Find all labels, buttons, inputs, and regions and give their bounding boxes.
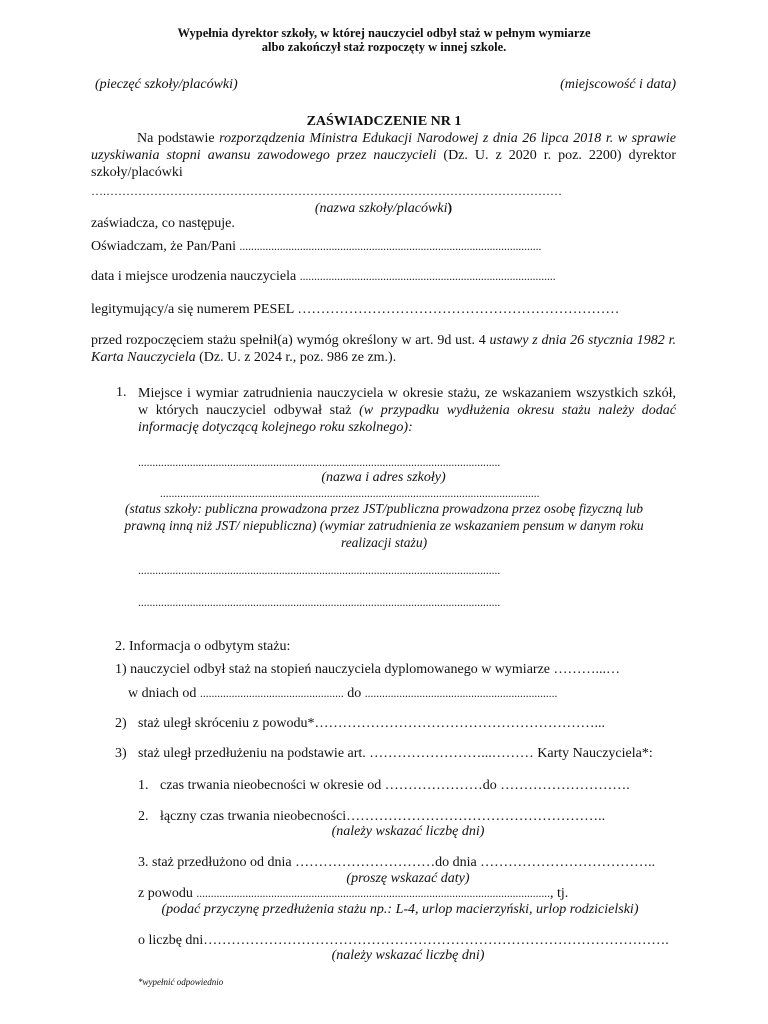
declare-label: Oświadczam, że Pan/Pani <box>91 239 240 254</box>
school-name-label <box>91 201 676 217</box>
school-address-label: (nazwa i adres szkoły) <box>321 470 446 485</box>
item1-main: Miejsce i wymiar zatrudnienia nauczyciela w okresie stażu, ze wskazaniem wszystkich szkół, w których nauczyciel odbywał staż <box>138 386 676 418</box>
header-line-1: Wypełnia dyrektor szkoły, w której nauczyciel odbył staż w pełnym wymiarze <box>177 26 591 40</box>
school-name-label-close: ) <box>447 201 453 216</box>
school-name-label-text: (nazwa szkoły/placówki <box>314 201 448 216</box>
school-address-dots: .............................................................................................................................. <box>138 457 501 469</box>
footnote: *wypełnić odpowiednio <box>138 977 224 987</box>
declare-dots: ......................................................................................................... <box>239 241 542 253</box>
s2-days-line <box>128 686 557 702</box>
item1-text <box>138 385 676 436</box>
declare-line <box>91 239 541 255</box>
reason-dots: ........................................................................................................................... <box>196 888 550 900</box>
extra-dots-2: .............................................................................................................................. <box>138 597 501 609</box>
s2-item2-number: 2) <box>115 716 127 731</box>
extra-dots-1: .............................................................................................................................. <box>138 565 501 577</box>
requirement-act: ustawy z dnia 26 stycznia 1982 r. Karta Nauczyciela <box>91 333 676 365</box>
s2-days-mid: do <box>343 686 365 701</box>
birth-line <box>91 269 556 285</box>
intro-regulation: rozporządzenia Ministra Edukacji Narodowej z dnia 26 lipca 2018 r. w sprawie uzyskiwania stopni awansu zawodowego przez nauczycieli <box>91 131 676 163</box>
sub2-text: łączny czas trwania nieobecności……………………………………………….. <box>160 809 606 824</box>
requirement-prefix: przed rozpoczęciem stażu spełnił(a) wymóg określony w art. 9d ust. 4 <box>91 333 490 348</box>
by-days-line: o liczbę dni………………………………………………………………………………………. <box>138 933 669 948</box>
status-dots: .................................................................................................................................... <box>160 488 540 500</box>
section2-title: 2. Informacja o odbytym stażu: <box>115 639 291 654</box>
pesel-dots: …………………………………………………………… <box>297 302 620 317</box>
sub2-number: 2. <box>138 809 149 824</box>
sub1-text: czas trwania nieobecności w okresie od …………………do ………………………. <box>160 778 630 793</box>
requirement-suffix: (Dz. U. z 2024 r., poz. 986 ze zm.). <box>195 350 397 365</box>
intro-prefix: Na podstawie <box>137 131 220 146</box>
s2-item1: 1) nauczyciel odbył staż na stopień nauczyciela dyplomowanego w wymiarze ………...… <box>115 662 621 677</box>
sub1-number: 1. <box>138 778 149 793</box>
pesel-line <box>91 302 619 318</box>
days-label-1: (należy wskazać liczbę dni) <box>331 824 485 839</box>
reason-label: (podać przyczynę przedłużenia stażu np.: L-4, urlop macierzyński, urlop rodzicielski) <box>161 902 639 917</box>
status-label: (status szkoły: publiczna prowadzona przez JST/publiczna prowadzona przez osobę fizyczną lub prawną inną niż JST/ niepubliczna) (wymiar zatrudnienia ze wskazaniem pensum w danym roku realizacji stażu) <box>124 501 644 550</box>
school-name-dots: ….…………………………………………………………………………………………………… <box>91 184 562 198</box>
header-line-2: albo zakończył staż rozpoczęty w innej szkole. <box>261 40 507 54</box>
requirement-paragraph <box>91 332 676 366</box>
s2-days-from-dots: .................................................. <box>199 688 344 700</box>
pesel-label: legitymujący/a się numerem PESEL <box>91 302 298 317</box>
reason-suffix: , tj. <box>549 886 569 901</box>
reason-prefix: z powodu <box>138 886 197 901</box>
certifies-text: zaświadcza, co następuje. <box>91 216 235 231</box>
intro-paragraph <box>91 130 676 181</box>
place-date-label: (miejscowość i data) <box>560 77 676 92</box>
intro-suffix: (Dz. U. z 2020 r. poz. 2200) dyrektor szkoły/placówki <box>91 148 676 180</box>
s2-days-to-dots: ................................................................... <box>364 688 558 700</box>
days-label-2: (należy wskazać liczbę dni) <box>331 948 485 963</box>
s2-item3-text: staż uległ przedłużeniu na podstawie art. ……………………...……… Karty Nauczyciela*: <box>138 746 653 761</box>
reason-line <box>138 886 568 902</box>
sub3-text: 3. staż przedłużono od dnia …………………………do dnia ……………………………….. <box>138 855 656 870</box>
item1-number: 1. <box>116 385 127 400</box>
s2-item3-number: 3) <box>115 746 127 761</box>
document-title: ZAŚWIADCZENIE NR 1 <box>306 114 462 129</box>
dates-label: (proszę wskazać daty) <box>346 871 470 886</box>
birth-dots: ......................................................................................... <box>299 271 556 283</box>
stamp-label: (pieczęć szkoły/placówki) <box>95 77 238 92</box>
s2-days-prefix: w dniach od <box>128 686 200 701</box>
birth-label: data i miejsce urodzenia nauczyciela <box>91 269 300 284</box>
item1-note: (w przypadku wydłużenia okresu stażu należy dodać informację dotyczącą kolejnego roku szkolnego): <box>138 403 676 435</box>
s2-item2-text: staż uległ skróceniu z powodu*……………………………………………………... <box>138 716 606 731</box>
